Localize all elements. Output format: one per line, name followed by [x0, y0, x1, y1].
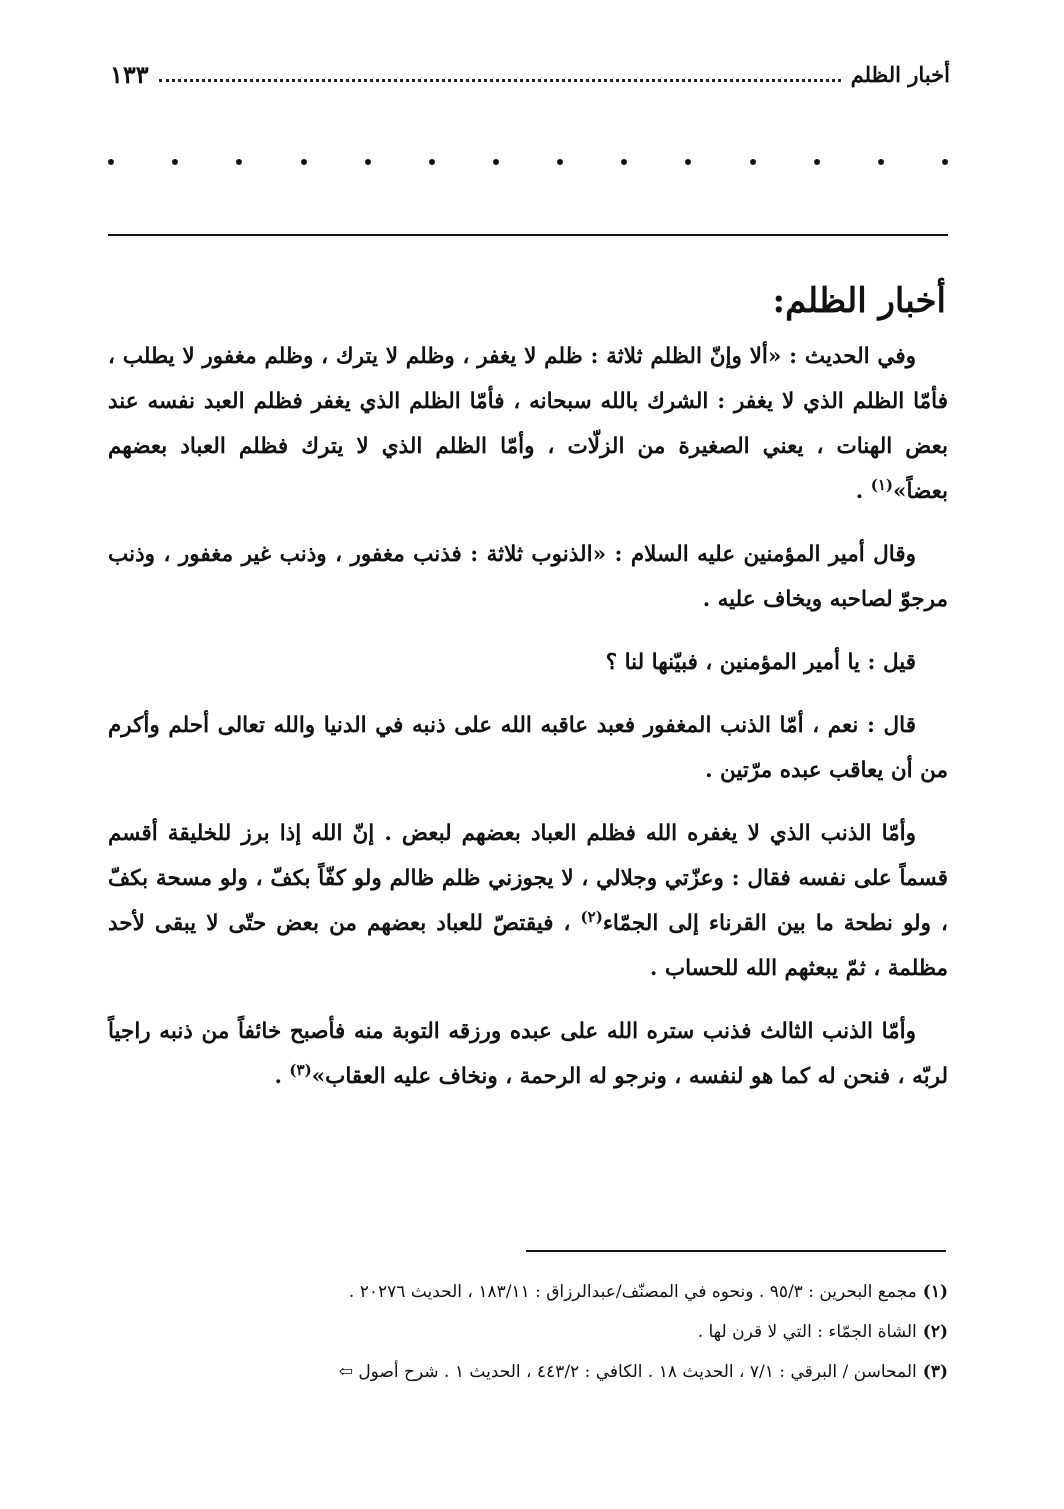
dot-ornament: [557, 159, 563, 165]
dotted-leader: [159, 79, 841, 82]
dot-ornament: [429, 159, 435, 165]
footnote-text: الشاة الجمّاء : التي لا قرن لها .: [697, 1322, 917, 1342]
dot-ornament: [365, 159, 371, 165]
footnote-text: مجمع البحرين : ٩٥/٣ . ونحوه في المصنّف/عبدالرزاق : ١٨٣/١١ ، الحديث ٢٠٢٧٦ .: [348, 1282, 917, 1302]
footnote-text: المحاسن / البرقي : ٧/١ ، الحديث ١٨ . الكافي : ٤٤٣/٢ ، الحديث ١ . شرح أصول ⇦: [338, 1362, 917, 1382]
paragraph-text: وأمّا الذنب الذي لا يغفره الله فظلم العباد بعضهم لبعض . إنّ الله إذا برز للخليقة أقسم قسماً على نفسه فقال : وعزّتي وجلالي ، لا يجوزني ظلم ظالم ولو كفّاً بكفّ ، ولو مسحة بكفّ ، ولو نطحة ما بين القرناء إلى الجمّاء: [108, 821, 948, 936]
dot-ornament: [108, 159, 114, 165]
footnote: [108, 1272, 948, 1312]
page-number: ١٣٣: [110, 59, 149, 89]
footnote-number: (٣): [922, 1362, 948, 1382]
section-divider: [108, 234, 948, 236]
paragraph-text: قيل : يا أمير المؤمنين ، فبيّنها لنا ؟: [605, 650, 916, 675]
footnote-number: (١): [922, 1282, 948, 1302]
dot-ornament: [750, 159, 756, 165]
paragraph: [108, 640, 948, 685]
footnote: [108, 1352, 948, 1392]
running-title: أخبار الظلم: [850, 61, 950, 87]
section-title: أخبار الظلم:: [772, 280, 946, 321]
paragraph: [108, 334, 948, 514]
dot-ornament: [621, 159, 627, 165]
paragraph-end: .: [855, 479, 871, 504]
paragraph-text: قال : نعم ، أمّا الذنب المغفور فعبد عاقبه الله على ذنبه في الدنيا والله تعالى أحلم وأكرم من أن يعاقب عبده مرّتين .: [108, 713, 948, 783]
footnote-ref: (٢): [580, 907, 603, 926]
body-text: [108, 334, 948, 1117]
footnote: [108, 1312, 948, 1352]
paragraph-end: .: [274, 1064, 290, 1089]
dot-ornament: [301, 159, 307, 165]
paragraph-text: وأمّا الذنب الثالث فذنب ستره الله على عبده ورزقه التوبة منه فأصبح خائفاً من ذنبه راجياً لربّه ، فنحن له كما هو لنفسه ، ونرجو له الرحمة ، ونخاف عليه العقاب»: [108, 1019, 948, 1089]
running-header: [110, 52, 950, 96]
dot-ornament: [236, 159, 242, 165]
paragraph-end: ، فيقتصّ للعباد بعضهم من بعض حتّى لا يبقى لأحد مظلمة ، ثمّ يبعثهم الله للحساب .: [108, 911, 948, 981]
dot-ornament: [685, 159, 691, 165]
paragraph-text: وفي الحديث : «ألا وإنّ الظلم ثلاثة : ظلم لا يغفر ، وظلم لا يترك ، وظلم مغفور لا يطلب ، فأمّا الظلم الذي لا يغفر : الشرك بالله سبحانه ، فأمّا الظلم الذي يغفر فظلم العبد نفسه عند بعض الهنات ، يعني الصغيرة من الزلّات ، وأمّا الظلم الذي لا يترك فظلم العباد بعضهم بعضاً»: [108, 344, 948, 504]
footnote-ref: (٣): [289, 1060, 312, 1079]
footnote-divider: [526, 1250, 946, 1252]
dot-ornament: [942, 159, 948, 165]
footnotes: [108, 1272, 948, 1392]
paragraph-text: وقال أمير المؤمنين عليه السلام : «الذنوب ثلاثة : فذنب مغفور ، وذنب غير مغفور ، وذنب مرجوّ لصاحبه ويخاف عليه .: [108, 542, 948, 612]
dot-ornament: [493, 159, 499, 165]
footnote-number: (٢): [922, 1322, 948, 1342]
dot-ornament: [814, 159, 820, 165]
paragraph: [108, 1009, 948, 1099]
footnote-ref: (١): [870, 475, 893, 494]
dot-ornament: [172, 159, 178, 165]
decorative-dots-row: [108, 150, 948, 174]
paragraph: [108, 703, 948, 793]
dot-ornament: [878, 159, 884, 165]
paragraph: [108, 811, 948, 991]
paragraph: [108, 532, 948, 622]
